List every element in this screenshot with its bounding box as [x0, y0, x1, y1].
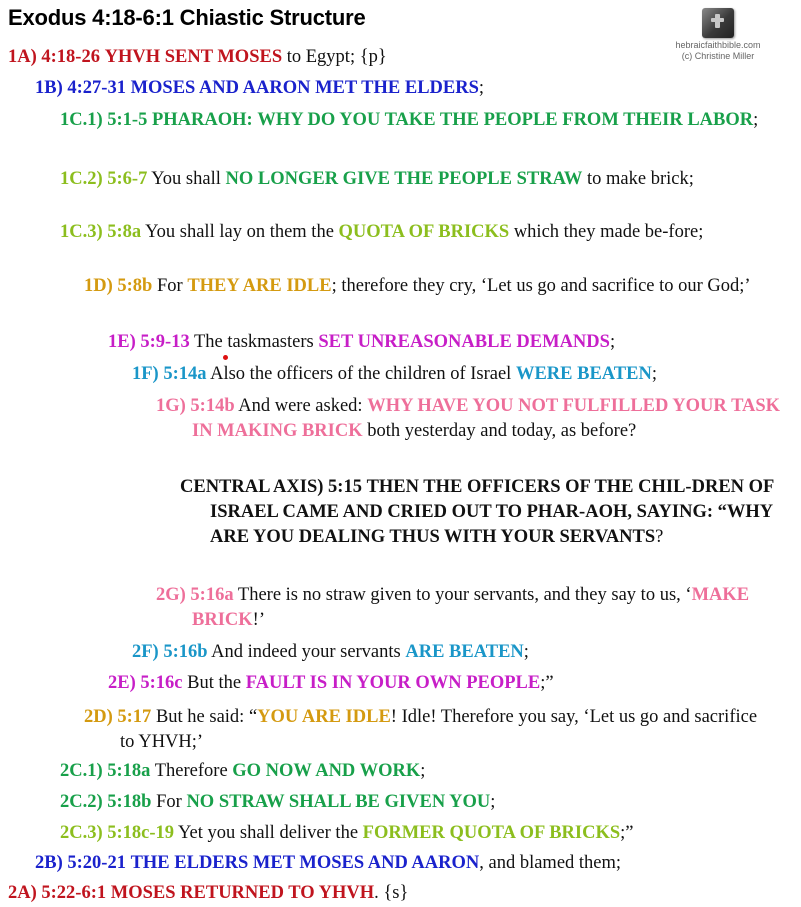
- line-label: 1C.2) 5:6-7: [60, 169, 148, 189]
- page-title: Exodus 4:18-6:1 Chiastic Structure: [8, 5, 366, 30]
- chiasm-line-1f: [132, 362, 792, 387]
- line-emphasis: MAKE BRICK: [192, 585, 750, 630]
- line-emphasis: WERE BEATEN: [515, 364, 652, 384]
- line-emphasis: FAULT IS IN YOUR OWN PEOPLE: [245, 673, 541, 693]
- site-url: hebraicfaithbible.com: [675, 40, 761, 50]
- line-text: ?: [655, 527, 664, 547]
- line-text: which they made be-fore;: [513, 222, 704, 242]
- line-text-pre: You shall lay on them the: [145, 222, 334, 242]
- chiasm-line-1c1: [60, 108, 801, 133]
- line-text-pre: But he said: “: [155, 707, 258, 727]
- line-label: CENTRAL AXIS) 5:15: [180, 477, 362, 497]
- chiasm-central-axis: [180, 475, 801, 550]
- line-emphasis: ARE BEATEN: [405, 642, 524, 662]
- stray-red-dot: [223, 355, 228, 360]
- line-text-pre: There is no straw given to your servants, and they say to us, ‘: [237, 585, 692, 605]
- line-emphasis: FORMER QUOTA OF BRICKS: [362, 823, 621, 843]
- line-label: 2B) 5:20-21: [35, 853, 126, 873]
- line-label: 2A) 5:22-6:1: [8, 883, 107, 903]
- line-emphasis: MOSES AND AARON MET THE ELDERS: [130, 78, 479, 98]
- line-text-pre: For: [156, 276, 183, 296]
- line-text: . {s}: [374, 883, 409, 903]
- chiasm-line-2g: [156, 583, 801, 633]
- line-label: 2D) 5:17: [84, 707, 152, 727]
- line-emphasis: WHY DO YOU TAKE THE PEOPLE FROM THEIR LABOR: [257, 110, 754, 130]
- chiasm-line-2c2: [60, 790, 780, 815]
- chiasm-line-2a: [8, 881, 788, 906]
- line-emphasis: MOSES RETURNED TO YHVH: [110, 883, 375, 903]
- chiasm-line-1e: [108, 330, 788, 355]
- line-label: 1C.1) 5:1-5: [60, 110, 148, 130]
- line-text-pre: Therefore: [154, 761, 228, 781]
- chiasm-line-2e: [108, 671, 788, 696]
- line-label: 1B) 4:27-31: [35, 78, 126, 98]
- line-text: ;”: [620, 823, 634, 843]
- line-text-pre: For: [156, 792, 182, 812]
- chiasm-line-1c3: [60, 220, 801, 245]
- line-text: ;: [478, 78, 485, 98]
- chiasm-line-1b: [35, 76, 785, 101]
- line-text: ; therefore they cry, ‘Let us go and sacrifice to our God;’: [331, 276, 751, 296]
- line-emphasis: THEY ARE IDLE: [187, 276, 332, 296]
- line-text-pre: Yet you shall deliver the: [178, 823, 359, 843]
- chiasm-line-1a: [8, 45, 788, 70]
- line-text: ;: [753, 110, 759, 130]
- line-label: 2C.2) 5:18b: [60, 792, 152, 812]
- line-text: ! Idle! Therefore you say, ‘Let us go and sacrifice to YHVH;’: [120, 707, 758, 752]
- line-text: , and blamed them;: [479, 853, 622, 873]
- bible-book-icon: [702, 8, 734, 38]
- line-emphasis: NO STRAW SHALL BE GIVEN YOU: [186, 792, 491, 812]
- line-label: 1D) 5:8b: [84, 276, 153, 296]
- line-emphasis: WHY HAVE YOU NOT FULFILLED YOUR TASK IN MAKING BRICK: [192, 396, 781, 441]
- line-text-pre: But the: [187, 673, 242, 693]
- chiasm-line-2c1: [60, 759, 780, 784]
- line-label: 2C.3) 5:18c-19: [60, 823, 175, 843]
- line-lead: PHARAOH:: [151, 110, 253, 130]
- line-emphasis: NO LONGER GIVE THE PEOPLE STRAW: [225, 169, 583, 189]
- chiasm-line-2c3: [60, 821, 790, 846]
- line-emphasis: YHVH SENT MOSES: [104, 47, 283, 67]
- line-emphasis: SET UNREASONABLE DEMANDS: [318, 332, 610, 352]
- chiasm-line-1d: [84, 274, 801, 299]
- line-label: 1C.3) 5:8a: [60, 222, 142, 242]
- line-emphasis: QUOTA OF BRICKS: [338, 222, 510, 242]
- line-label: 1E) 5:9-13: [108, 332, 190, 352]
- line-emphasis: GO NOW AND WORK: [232, 761, 421, 781]
- chiasm-line-2f: [132, 640, 792, 665]
- line-label: 1A) 4:18-26: [8, 47, 100, 67]
- line-text: ;: [490, 792, 496, 812]
- line-text-pre: And were asked:: [238, 396, 363, 416]
- line-label: 2C.1) 5:18a: [60, 761, 151, 781]
- chiasm-line-1c2: [60, 167, 796, 192]
- line-text: ;: [523, 642, 529, 662]
- line-text: ;”: [540, 673, 554, 693]
- line-label: 2G) 5:16a: [156, 585, 234, 605]
- line-emphasis: THE ELDERS MET MOSES AND AARON: [130, 853, 480, 873]
- line-text-pre: You shall: [151, 169, 221, 189]
- copyright: (c) Christine Miller: [681, 51, 755, 61]
- line-text: to make brick;: [587, 169, 694, 189]
- line-text-pre: Also the officers of the children of Israel: [210, 364, 512, 384]
- line-text: ;: [420, 761, 426, 781]
- chiasm-line-2b: [35, 851, 795, 876]
- line-text: ;: [651, 364, 657, 384]
- line-emphasis: YOU ARE IDLE: [257, 707, 391, 727]
- line-text-pre: The taskmasters: [194, 332, 314, 352]
- line-label: 2F) 5:16b: [132, 642, 208, 662]
- line-label: 1F) 5:14a: [132, 364, 207, 384]
- line-text: to Egypt; {p}: [286, 47, 387, 67]
- line-text: both yesterday and today, as before?: [367, 421, 637, 441]
- line-text-pre: And indeed your servants: [211, 642, 401, 662]
- chiasm-line-1g: [156, 394, 801, 444]
- line-text: ;: [609, 332, 616, 352]
- line-emphasis: THEN THE OFFICERS OF THE CHIL-DREN OF ISRAEL CAME AND CRIED OUT TO PHAR-AOH, SAYING: “WHY ARE YOU DEALING THUS WITH YOUR SERVANTS: [210, 477, 774, 547]
- line-label: 2E) 5:16c: [108, 673, 183, 693]
- line-text: !’: [252, 610, 265, 630]
- chiasm-line-2d: [84, 705, 760, 755]
- line-label: 1G) 5:14b: [156, 396, 235, 416]
